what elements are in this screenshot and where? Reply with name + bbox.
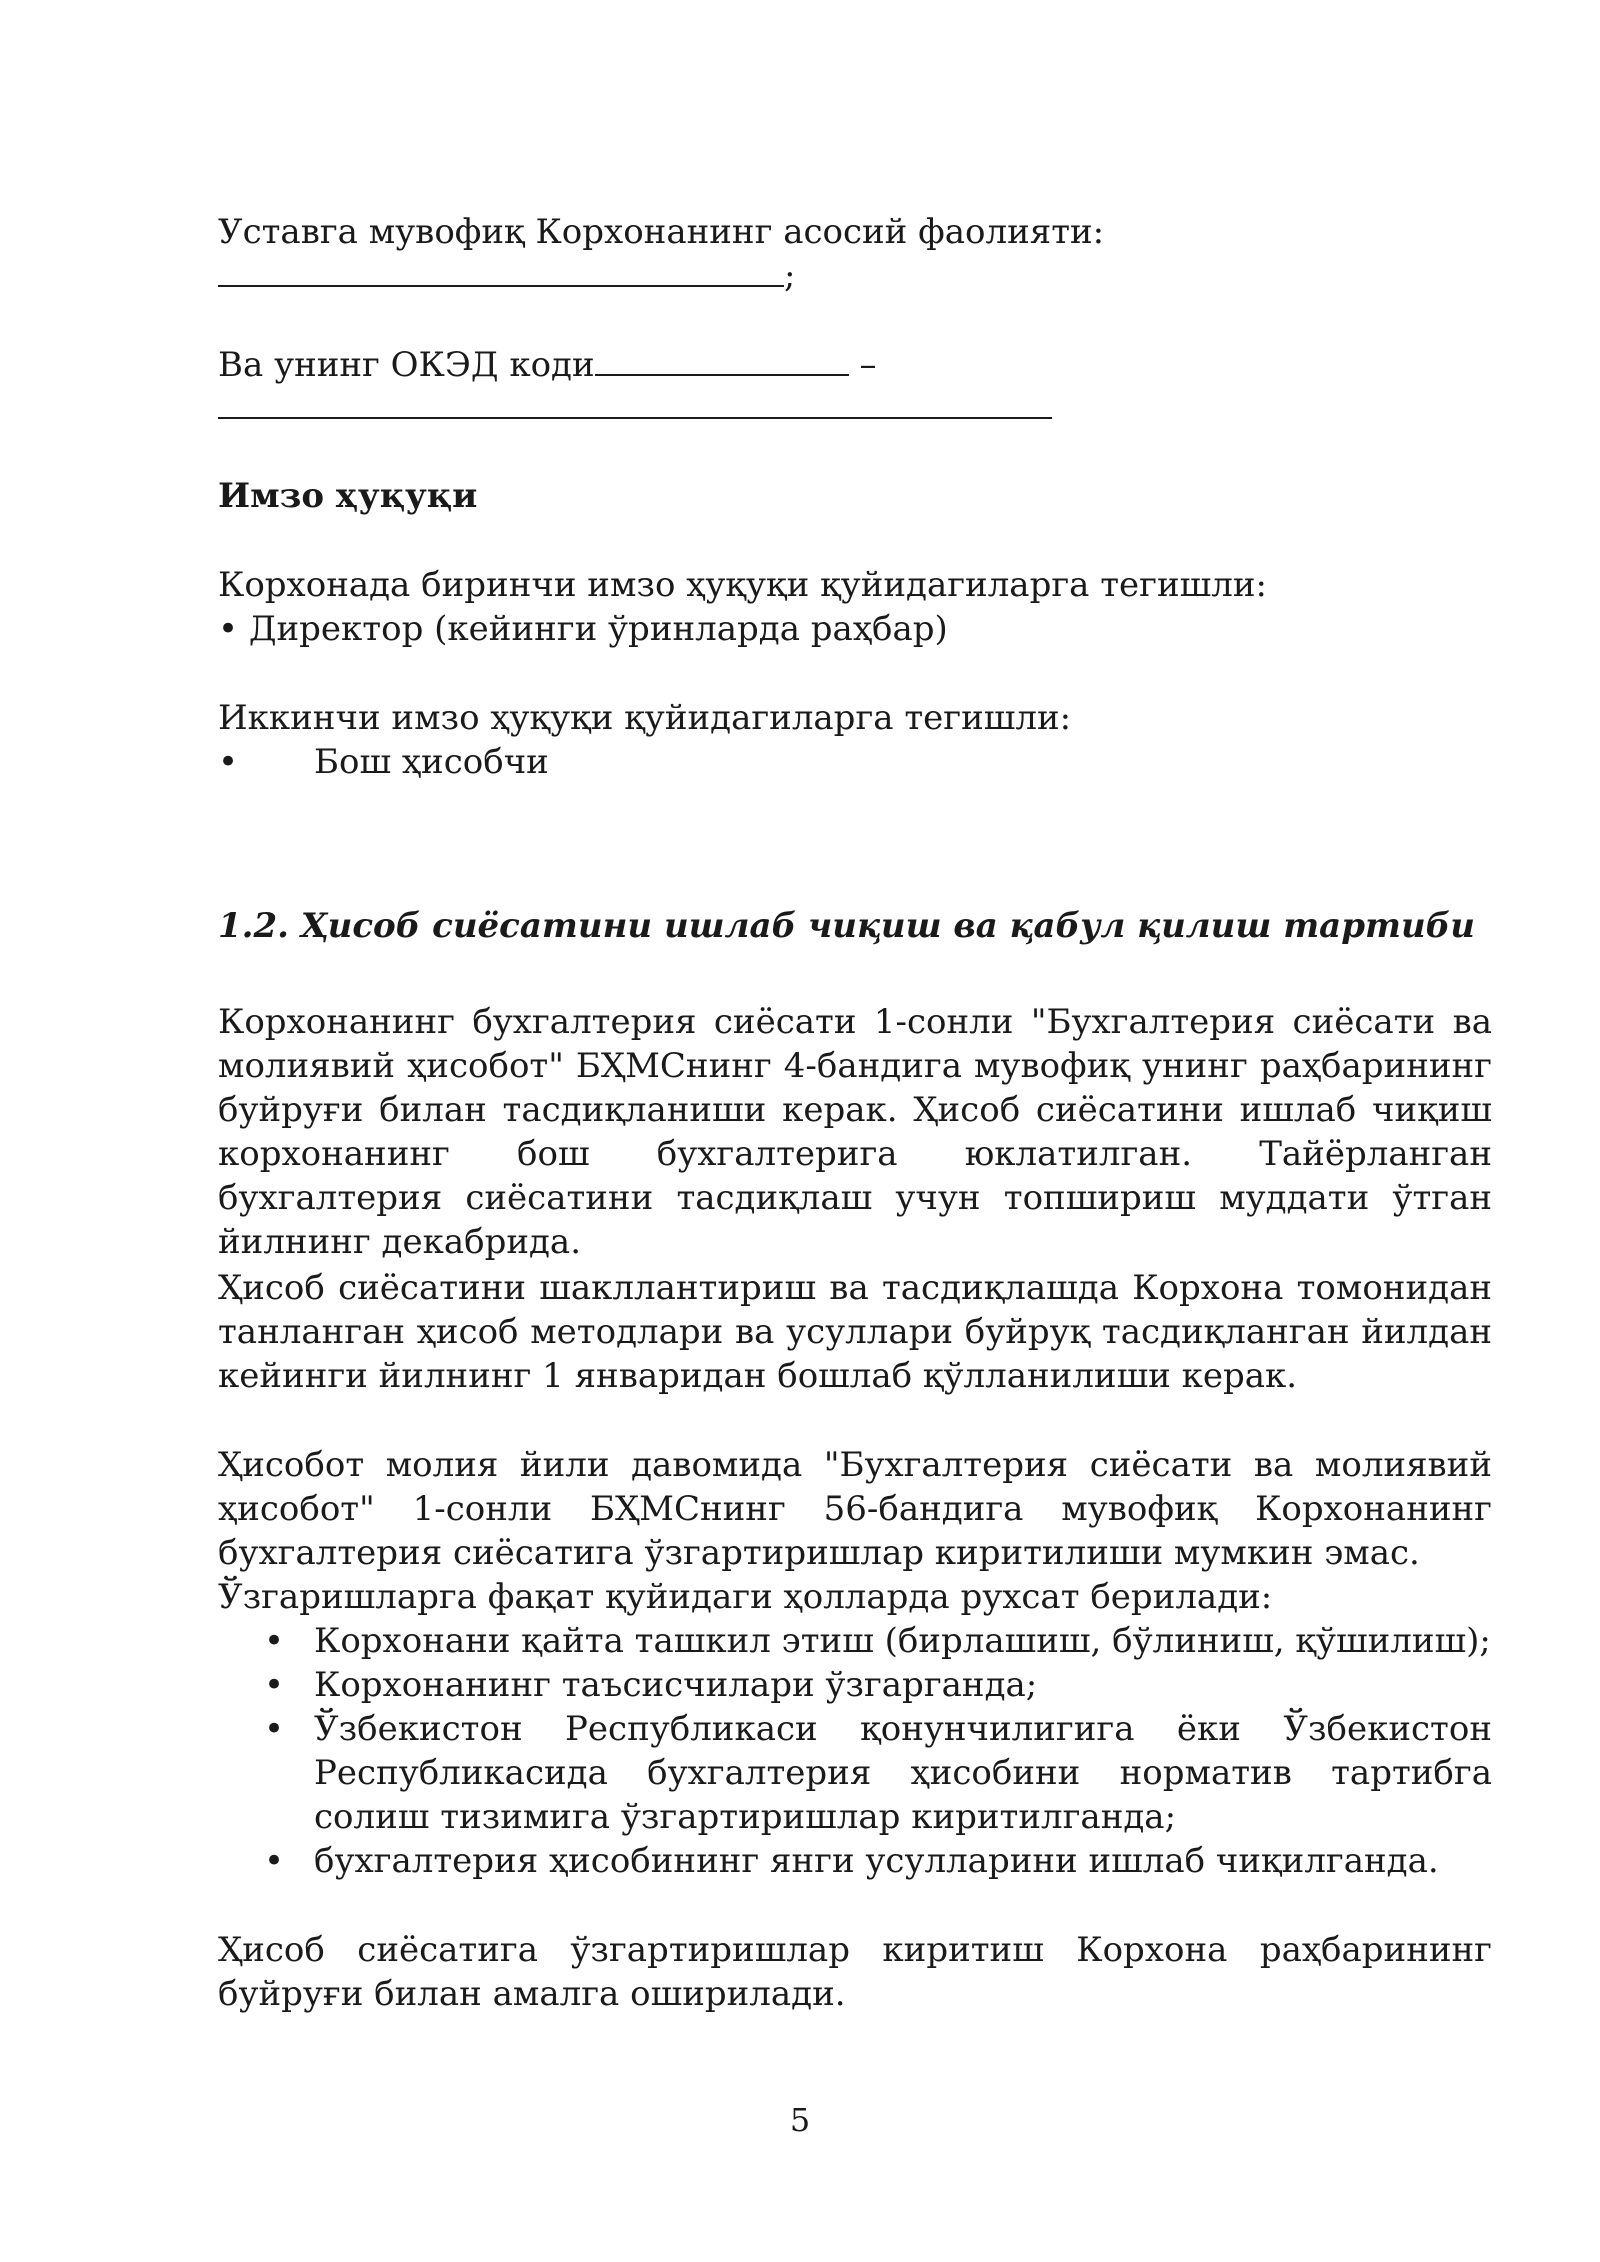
list-item [218,1707,1492,1839]
list-item-text: бухгалтерия ҳисобининг янги усулларини ишлаб чиқилганда. [314,1841,1439,1881]
second-signature-intro: Иккинчи имзо ҳуқуқи қуйидагиларга тегишли: [218,698,1072,738]
okved-line [218,343,876,387]
first-signature-intro: Корхонада биринчи имзо ҳуқуқи қуйидагиларга тегишли: [218,565,1267,605]
list-item [218,1839,1492,1883]
okved-blank [595,344,849,376]
first-signature-item: • Директор (кейинги ўринларда раҳбар) [218,609,948,649]
paragraph-1: Корхонанинг бухгалтерия сиёсати 1-сонли "Бухгалтерия сиёсати ва молиявий ҳисобот" БҲМСнинг 4-бандига мувофиқ унинг раҳбарининг буйруғи билан тасдиқланиши керак. Ҳисоб сиёсатини ишлаб чиқиш корхонанинг бош бухгалтерига юклатилган. Тайёрланган бухгалтерия сиёсатини тасдиқлаш учун топшириш муддати ўтган йилнинг декабрида. [218,1002,1492,1262]
activity-semicolon: ; [784,256,796,296]
okved-dash: – [859,345,877,385]
changes-intro: Ўзгаришларга фақат қуйидаги ҳолларда рухсат берилади: [218,1577,1273,1617]
bullet-icon: • [264,1621,285,1661]
activity-blank-line [218,254,795,298]
second-signature-text: Бош ҳисобчи [314,742,549,782]
closing-paragraph: Ҳисоб сиёсатига ўзгартиришлар киритиш Корхона раҳбарининг буйруғи билан амалга оширилади. [218,1930,1492,2014]
bullet-icon: • [264,1709,285,1749]
signature-heading: Имзо ҳуқуқи [218,476,478,516]
okved-blank-line [218,386,1052,430]
list-item [218,1663,1492,1707]
paragraph-3: Ҳисобот молия йили давомида "Бухгалтерия сиёсати ва молиявий ҳисобот" 1-сонли БҲМСнинг 56-бандига мувофиқ Корхонанинг бухгалтерия сиёсатига ўзгартиришлар киритилиши мумкин эмас. [218,1445,1492,1573]
bullet-icon: • [264,1665,285,1705]
activity-blank [218,255,784,287]
okved-label: Ва унинг ОКЭД коди [218,345,595,385]
list-item [218,1619,1492,1663]
list-item-text: Ўзбекистон Республикаси қонунчилигига ёки Ўзбекистон Республикасида бухгалтерия ҳисобини норматив тартибга солиш тизимига ўзгартиришлар киритилганда; [314,1709,1492,1837]
section-heading: 1.2. Ҳисоб сиёсатини ишлаб чиқиш ва қабул қилиш тартиби [218,906,1475,946]
changes-list [218,1619,1492,1883]
list-item-text: Корхонанинг таъсисчилари ўзгарганда; [314,1665,1038,1705]
activity-label: Уставга мувофиқ Корхонанинг асосий фаолияти: [218,212,1105,252]
page-number: 5 [789,2101,811,2139]
okved-long-blank [218,387,1052,419]
paragraph-2: Ҳисоб сиёсатини шакллантириш ва тасдиқлашда Корхона томонидан танланган ҳисоб методлари ва усуллари буйруқ тасдиқланган йилдан кейинги йилнинг 1 январидан бошлаб қўлланилиши керак. [218,1268,1492,1396]
list-item-text: Корхонани қайта ташкил этиш (бирлашиш, бўлиниш, қўшилиш); [314,1621,1491,1661]
bullet-icon: • [264,1841,285,1881]
bullet-icon: • [218,742,239,782]
